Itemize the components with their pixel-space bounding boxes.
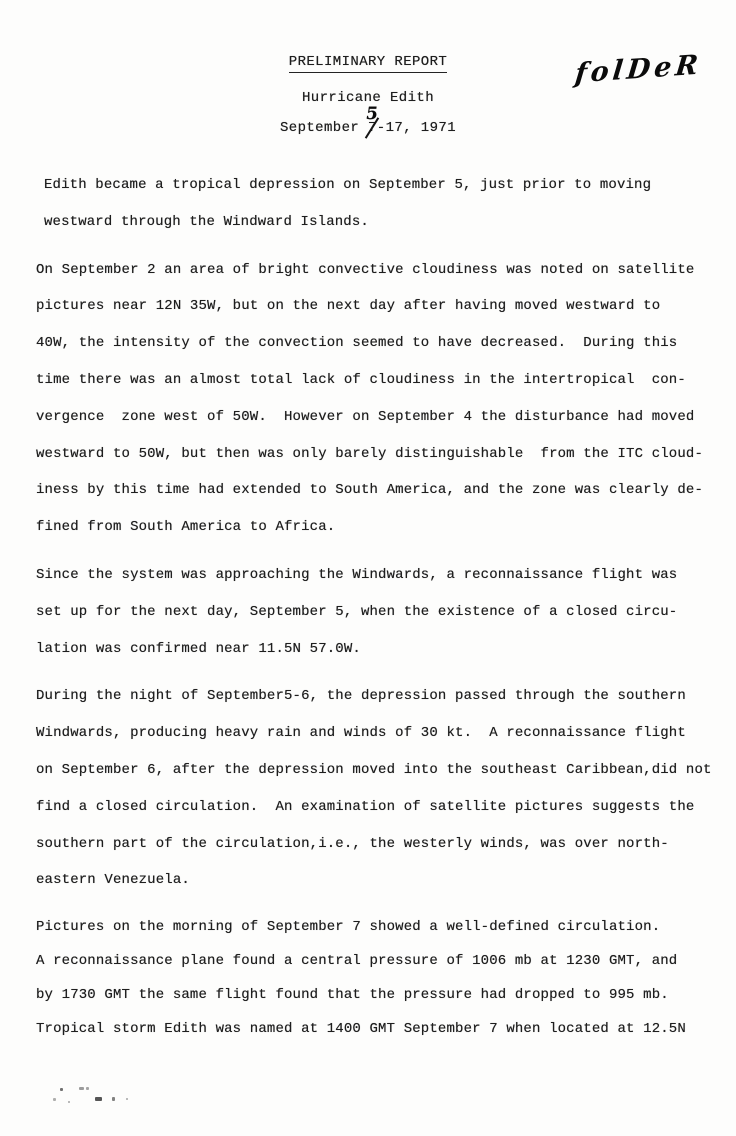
paragraph-3 xyxy=(36,557,736,667)
text-line: Windwards, producing heavy rain and winds of 30 kt. A reconnaissance flight xyxy=(36,725,686,742)
text-line: iness by this time had extended to South America, and the zone was clearly de- xyxy=(36,482,704,499)
text-line: On September 2 an area of bright convective cloudiness was noted on satellite xyxy=(36,261,695,278)
text-line: fined from South America to Africa. xyxy=(36,519,336,536)
dateline-rest: -17, 1971 xyxy=(376,120,457,136)
text-line: find a closed circulation. An examination of satellite pictures suggests the xyxy=(36,798,695,815)
text-line: lation was confirmed near 11.5N 57.0W. xyxy=(36,640,361,657)
text-line: During the night of September5-6, the depression passed through the southern xyxy=(36,688,686,705)
paragraph-2 xyxy=(36,252,736,546)
document-page xyxy=(0,49,736,1136)
text-line: time there was an almost total lack of cloudiness in the intertropical con- xyxy=(36,371,686,388)
report-dateline xyxy=(0,104,736,136)
text-line: Edith became a tropical depression on September 5, just prior to moving xyxy=(44,177,652,193)
text-line: westward to 50W, but then was only barely distinguishable from the ITC cloud- xyxy=(36,445,704,462)
report-body xyxy=(0,167,736,1046)
text-line: eastern Venezuela. xyxy=(36,872,190,889)
text-line: 40W, the intensity of the convection seemed to have decreased. During this xyxy=(36,335,678,352)
text-line: Pictures on the morning of September 7 showed a well-defined circulation. xyxy=(36,919,661,936)
report-subtitle: Hurricane Edith xyxy=(301,90,435,106)
paragraph-5 xyxy=(36,910,736,1046)
text-line: westward through the Windward Islands. xyxy=(44,213,369,230)
text-line: A reconnaissance plane found a central pressure of 1006 mb at 1230 GMT, and xyxy=(36,953,678,970)
text-line: set up for the next day, September 5, when the existence of a closed circu- xyxy=(36,603,678,620)
handwritten-note: folDeR xyxy=(573,49,704,90)
text-line: vergence zone west of 50W. However on September 4 the disturbance had moved xyxy=(36,408,695,425)
date-correction: 5 xyxy=(364,104,380,124)
paragraph-4 xyxy=(36,678,736,899)
text-line: by 1730 GMT the same flight found that the pressure had dropped to 995 mb. xyxy=(36,987,669,1004)
text-line: on September 6, after the depression moved into the southeast Caribbean,did not xyxy=(36,761,712,778)
date-struck-day: 7 5 xyxy=(364,104,380,136)
dateline-prefix: September xyxy=(279,120,368,136)
paragraph-1 xyxy=(36,167,736,241)
text-line: southern part of the circulation,i.e., the westerly winds, was over north- xyxy=(36,835,669,852)
text-line: Since the system was approaching the Windwards, a reconnaissance flight was xyxy=(36,566,678,583)
text-line: Tropical storm Edith was named at 1400 GMT September 7 when located at 12.5N xyxy=(36,1021,686,1038)
text-line: pictures near 12N 35W, but on the next day after having moved westward to xyxy=(36,298,661,315)
report-title: PRELIMINARY REPORT xyxy=(289,54,447,73)
